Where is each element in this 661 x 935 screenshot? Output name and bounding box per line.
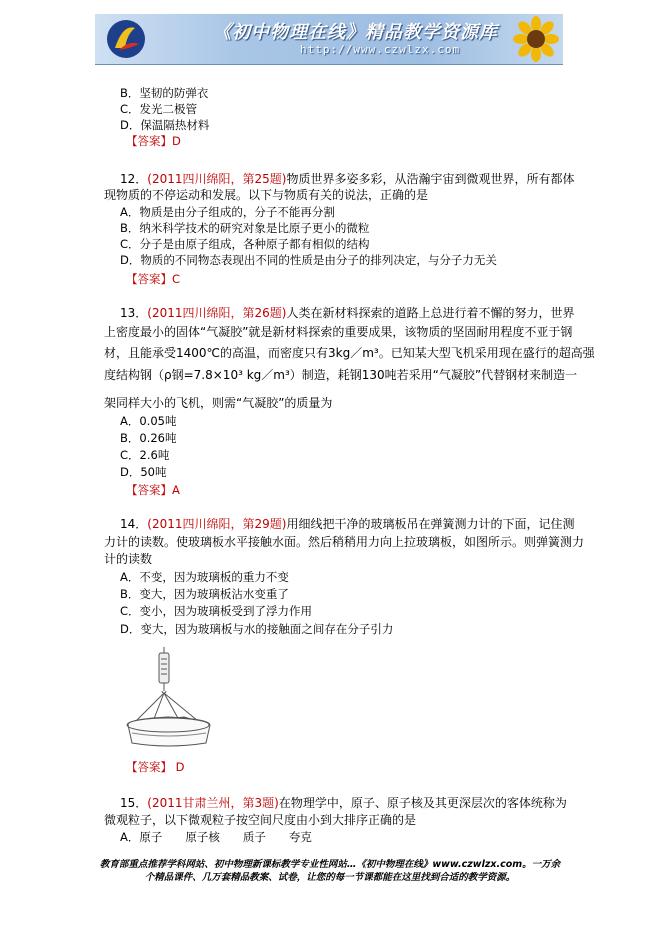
q11-option-c: C．发光二极管 (120, 102, 198, 116)
q11-option-d: D．保温隔热材料 (120, 118, 210, 132)
q15-source: (2011甘肃兰州，第3题) (147, 796, 279, 810)
page-footer (20, 858, 640, 884)
q12-number: 12． (120, 172, 148, 186)
q14-source: (2011四川绵阳，第29题) (147, 517, 287, 531)
q12-source: (2011四川绵阳，第25题) (147, 172, 287, 186)
q12-answer: 【答案】C (126, 272, 181, 286)
q13-option-a: A．0.05吨 (120, 414, 177, 428)
q14-stem-line-2: 力计的读数。使玻璃板水平接触水面。然后稍稍用力向上拉玻璃板，如图所示。则弹簧测力 (104, 535, 585, 549)
q12-option-b: B．纳米科学技术的研究对象是比原子更小的微粒 (120, 221, 370, 235)
banner-title: 《初中物理在线》精品教学资源库 (213, 22, 498, 43)
q14-option-a: A．不变，因为玻璃板的重力不变 (120, 570, 289, 584)
footer-line-1: 教育部重点推荐学科网站、初中物理新课标教学专业性网站…《初中物理在线》www.czwlzx.com。一万余 (99, 859, 561, 870)
sunflower-icon (513, 16, 559, 62)
footer-line-2: 个精品课件、几万套精品教案、试卷，让您的每一节课都能在这里找到合适的教学资源。 (144, 872, 516, 883)
q13-stem-line-3: 材，且能承受1400℃的高温，而密度只有3kg／m³。已知某大型飞机采用现在盛行的超高强 (104, 346, 595, 360)
site-logo-icon (105, 18, 147, 60)
q14-answer: 【答案】 D (126, 760, 185, 774)
q14-option-d: D．变大，因为玻璃板与水的接触面之间存在分子引力 (120, 622, 394, 636)
q13-option-d: D．50吨 (120, 465, 167, 479)
q11-answer: 【答案】D (126, 134, 181, 148)
q13-stem-line-2: 上密度最小的固体“气凝胶”就是新材料探索的重要成果，该物质的坚固耐用程度不亚于钢 (104, 325, 573, 339)
q12-option-c: C．分子是由原子组成，各种原子都有相似的结构 (120, 237, 370, 251)
q12-option-a: A．物质是由分子组成的，分子不能再分割 (120, 205, 335, 219)
q12-option-d: D．物质的不同物态表现出不同的性质是由分子的排列决定，与分子力无关 (120, 253, 497, 267)
q13-option-c: C．2.6吨 (120, 448, 170, 462)
q13-stem-line-1 (120, 306, 574, 320)
q13-stem-line-5: 架同样大小的飞机，则需“气凝胶”的质量为 (104, 396, 333, 410)
q14-option-c: C．变小，因为玻璃板受到了浮力作用 (120, 604, 313, 618)
q11-option-b: B．坚韧的防弹衣 (120, 86, 209, 100)
q13-stem-line-4: 度结构钢（ρ钢=7.8×10³ kg／m³）制造，耗钢130吨若采用“气凝胶”代替钢材来制造一 (104, 368, 578, 382)
q15-stem-line-1 (120, 796, 567, 810)
q15-stem-1: 在物理学中，原子、原子核及其更深层次的客体统称为 (278, 796, 567, 810)
q13-option-b: B．0.26吨 (120, 431, 177, 445)
q12-stem-line-2: 现物质的不停运动和发展。以下与物质有关的说法，正确的是 (104, 188, 429, 202)
q13-stem-1: 人类在新材料探索的道路上总进行着不懈的努力，世界 (286, 306, 575, 320)
banner-url[interactable]: http://www.czwlzx.com (300, 43, 461, 56)
q15-option-a: A．原子 原子核 质子 夸克 (120, 830, 312, 844)
q14-stem-1: 用细线把干净的玻璃板吊在弹簧测力计的下面，记住测 (286, 517, 575, 531)
q14-stem-line-1 (120, 517, 574, 531)
q15-number: 15． (120, 796, 148, 810)
q15-stem-line-2: 微观粒子，以下微观粒子按空间尺度由小到大排序正确的是 (104, 813, 417, 827)
q13-source: (2011四川绵阳，第26题) (147, 306, 287, 320)
q12-stem-1: 物质世界多姿多彩，从浩瀚宇宙到微观世界，所有都体 (286, 172, 575, 186)
q14-stem-line-3: 计的读数 (104, 552, 153, 566)
q14-number: 14． (120, 517, 148, 531)
q13-answer: 【答案】A (126, 483, 180, 497)
q12-stem-line-1 (120, 172, 574, 186)
q13-number: 13． (120, 306, 148, 320)
q14-option-b: B．变大，因为玻璃板沾水变重了 (120, 587, 289, 601)
header-banner (95, 14, 563, 65)
spring-scale-glass-plate-figure (120, 645, 220, 750)
